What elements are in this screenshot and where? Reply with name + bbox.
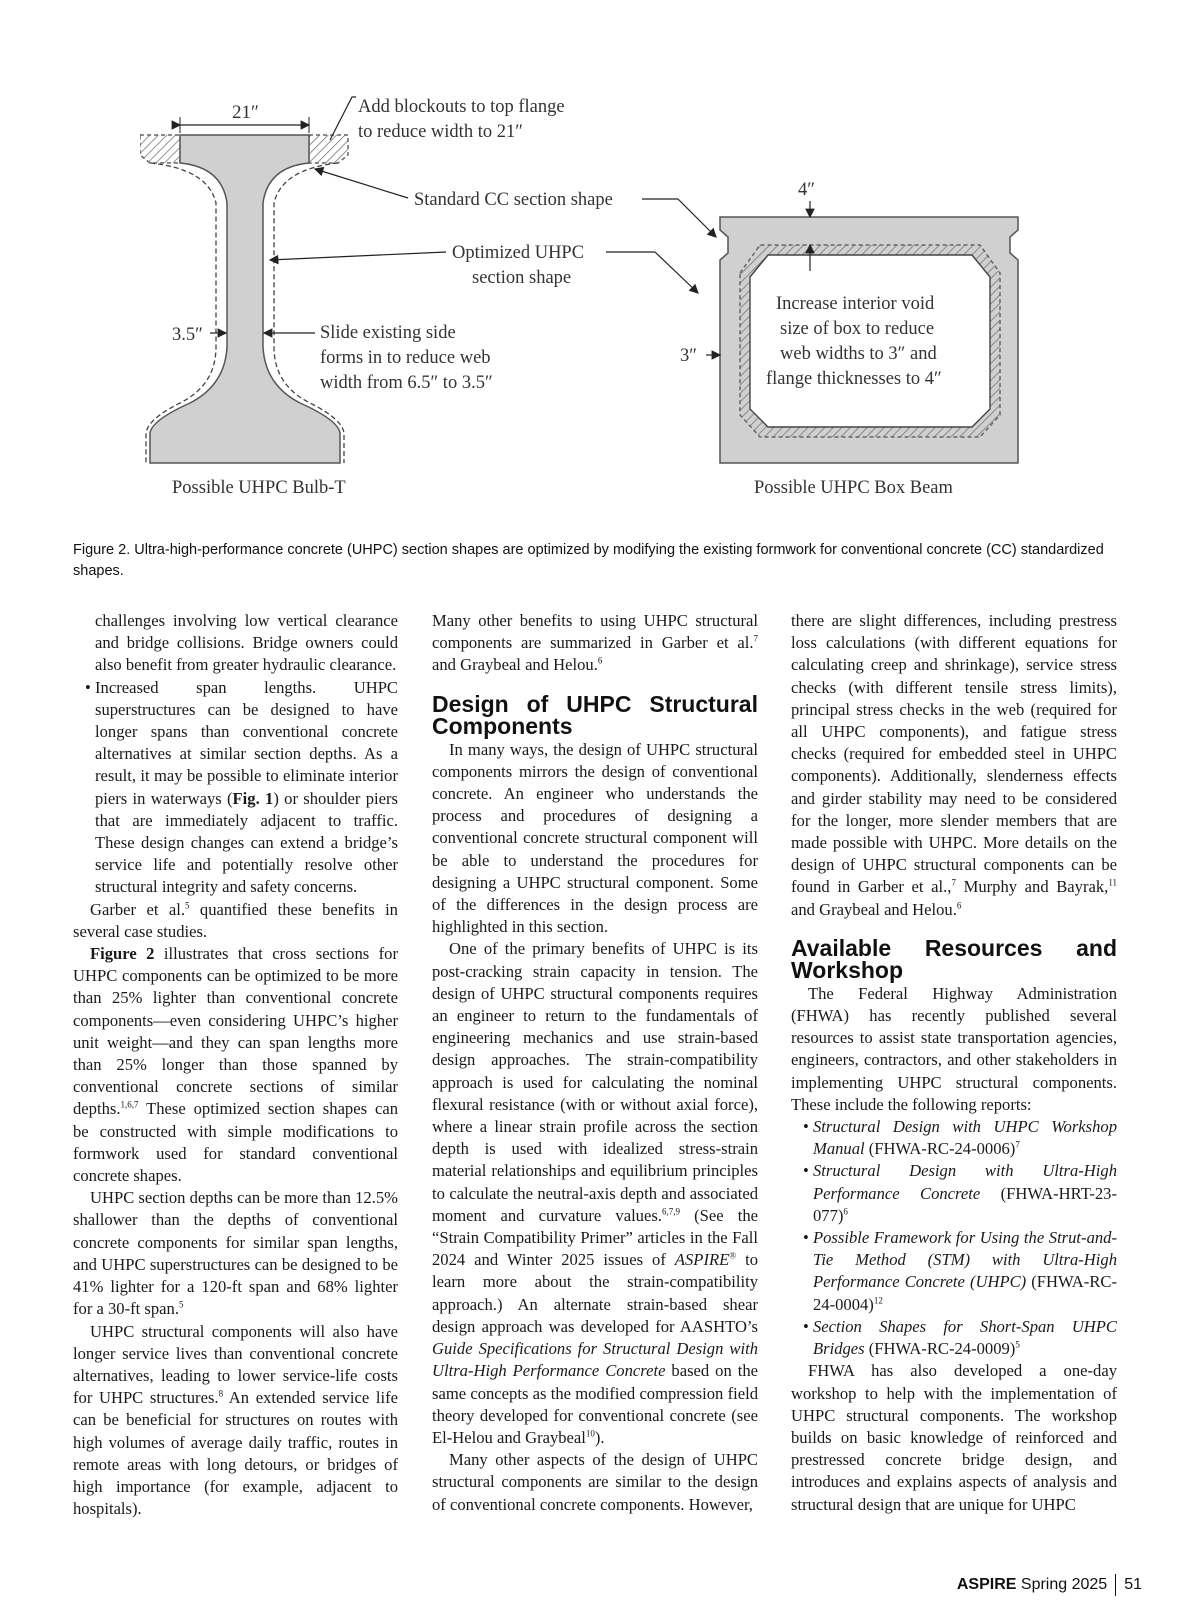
column-1 [73, 610, 398, 1520]
void-note-line2: size of box to reduce [780, 319, 935, 339]
paragraph: UHPC section depths can be more than 12.5% shallower than the depths of conventional concrete components for similar span lengths, and UHPC superstructures can be designed to be 41% lighter for a 120-ft span and 68% lighter for a 30-ft span.$^5$ [73, 1188, 398, 1319]
paragraph: there are slight differences, including prestress loss calculations (with different equations for calculating creep and shrinkage), service stress checks (with different tensile stress limits), principal stress checks in the web (required for all UHPC components), and fatigue stress checks (required for embedded steel in UHPC components). Additionally, slenderness effects and girder stability may need to be considered for the longer, more slender members that are made possible with UHPC. More details on the design of UHPC structural components can be found in Garber et al.,$^7$ Murphy and Bayrak,$^{11}$ and Graybeal and Helou.$^6$ [791, 611, 1117, 919]
report-item: • Possible Framework for Using the Strut-and-Tie Method (STM) with Ultra-High Performance Concrete (UHPC) (FHWA-RC-24-0004)$^{12}$ [791, 1227, 1117, 1316]
section-heading: Design of UHPC Structural Components [432, 690, 758, 739]
slide-note-line1: Slide existing side [320, 323, 456, 343]
paragraph: In many ways, the design of UHPC structural components mirrors the design of conventional concrete. An engineer who understands the process and procedures of designing a conventional concrete structural component will be able to understand the procedures for designing a UHPC structural component. Some of the differences in the design process are highlighted in this section. [432, 739, 758, 937]
box-web-dim: 3″ [680, 346, 697, 366]
figure-caption: Figure 2. Ultra-high-performance concrete (UHPC) section shapes are optimized by modifying the existing formwork for conventional concrete (CC) standardized shapes. [73, 542, 1104, 579]
box-beam-section [680, 180, 1018, 498]
report-item: • Section Shapes for Short-Span UHPC Bridges (FHWA-RC-24-0009)$^5$ [791, 1316, 1117, 1360]
section-heading: Available Resources and Workshop [791, 934, 1117, 983]
fig-2-ref: Figure 2 [90, 944, 155, 964]
magazine-name: ASPIRE [956, 1576, 1017, 1594]
report-item: • Structural Design with UHPC Workshop Manual (FHWA-RC-24-0006)$^7$ [791, 1116, 1117, 1160]
box-flange-dim: 4″ [798, 180, 815, 200]
blockout-note-line1: Add blockouts to top flange [358, 97, 565, 117]
paragraph: The Federal Highway Administration (FHWA) has recently published several resources to assist state transportation agencies, engineers, contractors, and other stakeholders in implementing UHPC structural components. These include the following reports: [791, 983, 1117, 1114]
void-note-line1: Increase interior void [776, 294, 935, 314]
fig-1-ref: Fig. 1 [232, 788, 274, 808]
uhpc-shape-note-line1: Optimized UHPC [452, 243, 585, 263]
footer-divider [1115, 1574, 1116, 1596]
paragraph: Figure 2 illustrates that cross sections for UHPC components can be optimized to be more than 25% lighter than conventional concrete components—even considering UHPC’s higher unit weight—and they can span lengths more than 25% longer than those spanned by conventional concrete sections of similar depths.$^{1,6,7}$ These optimized section shapes can be constructed with simple modifications to formwork used for standard conventional concrete shapes. [73, 944, 398, 1186]
bulb-t-flange-dim: 21″ [232, 102, 259, 123]
bulb-t-label: Possible UHPC Bulb-T [172, 478, 346, 498]
figure-2-diagram [140, 85, 1080, 525]
paragraph: One of the primary benefits of UHPC is its post-cracking strain capacity in tension. The design of UHPC structural components requires an engineer to return to the fundamentals of engineering mechanics and use strain-based design approaches. The strain-compatibility approach is used for calculating the nominal flexural resistance (with or without axial force), where a linear strain profile across the section depth is used with idealized stress-strain material relationships and equilibrium principles to calculate the neutral-axis depth and associated moment and curvature values.$^{6,7,9}$ (See the “Strain Compatibility Primer” articles in the Fall 2024 and Winter 2025 issues of ASPIRE® to learn more about the strain-compatibility approach.) An alternate strain-based shear design approach was developed for AASHTO’s Guide Specifications for Structural Design with Ultra-High Performance Concrete based on the same concepts as the modified compression field theory developed for conventional concrete (see El-Helou and Graybeal$^{10}$). [432, 939, 759, 1447]
cc-shape-note: Standard CC section shape [414, 190, 613, 210]
paragraph: FHWA has also developed a one-day workshop to help with the implementation of UHPC structural components. The workshop builds on basic knowledge of reinforced and prestressed concrete bridge design, and introduces and explains aspects of analysis and structural design that are unique for UHPC [791, 1361, 1117, 1514]
paragraph: UHPC structural components will also have longer service lives than conventional concrete alternatives, leading to lower service-life costs for UHPC structures.$^8$ An extended service life can be beneficial for structures on routes with high volumes of average daily traffic, routes in remote areas with long detours, or bridges of high importance (for example, adjacent to hospitals). [73, 1321, 398, 1519]
paragraph: Garber et al.$^5$ quantified these benefits in several case studies. [73, 899, 398, 941]
box-beam-label: Possible UHPC Box Beam [754, 478, 953, 498]
column-3 [791, 610, 1117, 1516]
bullet-continuation: challenges involving low vertical clearance and bridge collisions. Bridge owners could also benefit from greater hydraulic clearance. [95, 611, 398, 675]
slide-note-line2: forms in to reduce web [320, 348, 491, 368]
void-note-line4: flange thicknesses to 4″ [766, 369, 942, 389]
page-number: 51 [1124, 1576, 1142, 1594]
uhpc-shape-note-line2: section shape [472, 268, 572, 288]
issue-label: Spring 2025 [1020, 1576, 1108, 1594]
bulb-t-section [140, 97, 716, 498]
report-item: • Structural Design with Ultra-High Performance Concrete (FHWA-HRT-23-077)$^6$ [791, 1160, 1117, 1227]
paragraph: Many other benefits to using UHPC structural components are summarized in Garber et al.$^7$ and Graybeal and Helou.$^6$ [432, 611, 758, 675]
bullet-span-lengths: • Increased span lengths. UHPC superstructures can be designed to have longer spans than conventional concrete alternatives at similar section depths. As a result, it may be possible to eliminate interior piers in waterways (Fig. 1) or shoulder piers that are immediately adjacent to traffic. These design changes can extend a bridge’s service life and potentially resolve other structural integrity and safety concerns. [73, 677, 398, 899]
column-2 [432, 610, 758, 1516]
paragraph: Many other aspects of the design of UHPC structural components are similar to the design of conventional concrete components. However, [432, 1450, 758, 1514]
page-footer [957, 1574, 1142, 1596]
blockout-note-line2: to reduce width to 21″ [358, 122, 523, 142]
slide-note-line3: width from 6.5″ to 3.5″ [320, 373, 493, 393]
bulb-t-web-dim: 3.5″ [172, 325, 203, 345]
void-note-line3: web widths to 3″ and [780, 344, 937, 364]
